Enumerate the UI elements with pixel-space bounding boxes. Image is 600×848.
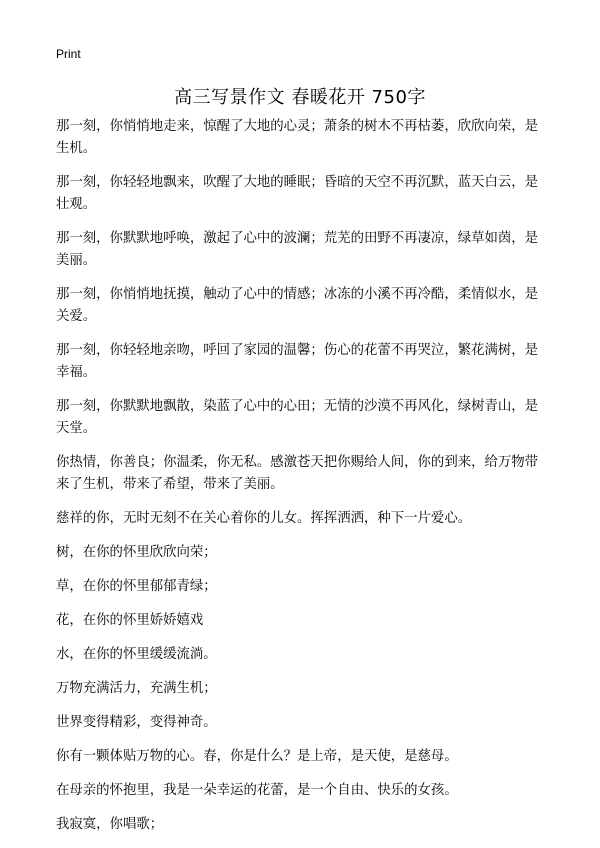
paragraph: 那一刻，你轻轻地亲吻，呼回了家园的温馨；伤心的花蕾不再哭泣，繁花满树，是幸福。: [56, 343, 539, 380]
paragraph: 水，在你的怀里缓缓流淌。: [56, 647, 217, 662]
paragraph: 草，在你的怀里郁郁青绿；: [56, 579, 217, 594]
essay-body: [56, 116, 542, 848]
paragraph: 我寂寞，你唱歌；: [56, 817, 164, 832]
paragraph: 那一刻，你悄悄地走来，惊醒了大地的心灵；萧条的树木不再枯萎，欣欣向荣，是生机。: [56, 119, 539, 156]
paragraph: 那一刻，你悄悄地抚摸，触动了心中的情感；冰冻的小溪不再冷酷，柔情似水，是关爱。: [56, 287, 539, 324]
page-title: 高三写景作文 春暖花开 750字: [174, 87, 426, 108]
paragraph: 那一刻，你默默地呼唤，激起了心中的波澜；荒芜的田野不再凄凉，绿草如茵，是美丽。: [56, 231, 539, 268]
paragraph: 世界变得精彩，变得神奇。: [56, 715, 217, 730]
paragraph: 树，在你的怀里欣欣向荣；: [56, 545, 217, 560]
paragraph: 万物充满活力，充满生机；: [56, 681, 217, 696]
paragraph: 花，在你的怀里娇娇嬉戏: [56, 613, 204, 628]
paragraph: 那一刻，你轻轻地飘来，吹醒了大地的睡眠；昏暗的天空不再沉默，蓝天白云，是壮观。: [56, 175, 539, 212]
print-link[interactable]: Print: [56, 47, 81, 61]
paragraph: 在母亲的怀抱里，我是一朵幸运的花蕾，是一个自由、快乐的女孩。: [56, 783, 458, 798]
paragraph: 你热情，你善良；你温柔，你无私。感激苍天把你赐给人间，你的到来，给万物带来了生机，带来了希望，带来了美丽。: [56, 455, 539, 492]
paragraph: 那一刻，你默默地飘散，染蓝了心中的心田；无情的沙漠不再风化，绿树青山，是天堂。: [56, 399, 539, 436]
paragraph: 你有一颗体贴万物的心。春，你是什么？是上帝，是天使，是慈母。: [56, 749, 458, 764]
paragraph: 慈祥的你，无时无刻不在关心着你的儿女。挥挥洒洒，种下一片爱心。: [56, 511, 472, 526]
